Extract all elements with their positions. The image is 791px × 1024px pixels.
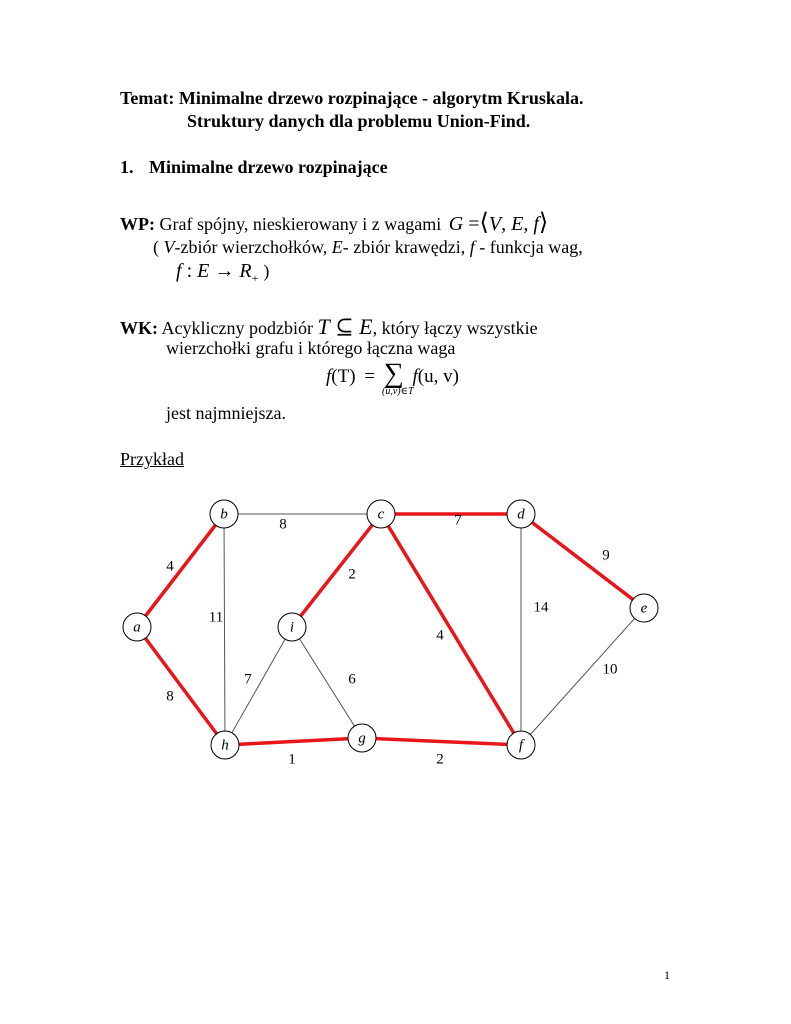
edge-weight-i-h: 7 [244, 671, 252, 688]
vertex-label-g: g [358, 730, 366, 747]
edge-e-f [521, 608, 644, 745]
wp-text: Graf spójny, nieskierowany i z wagami [159, 214, 442, 234]
edge-weight-i-g: 6 [348, 671, 356, 688]
edge-weight-a-b: 4 [166, 558, 174, 575]
sum-subscript: (u,v)∈T [382, 386, 414, 397]
sum-formula: f(T) = ∑ f(u, v) [326, 358, 459, 389]
title-line-1: Temat: Minimalne drzewo rozpinające - algorytm Kruskala. [120, 88, 584, 108]
edge-d-e [521, 514, 644, 608]
edge-a-h [137, 627, 225, 745]
vertex-label-f: f [518, 737, 524, 754]
vertex-label-h: h [221, 737, 229, 754]
wk-line-1: WK: Acykliczny podzbiór T ⊆ E, który łączy wszystkie [120, 314, 538, 339]
vertex-label-d: d [517, 506, 525, 523]
edge-i-h [225, 627, 292, 745]
edge-weight-c-d: 7 [454, 512, 462, 529]
edge-g-f [362, 738, 521, 745]
edge-b-h [224, 514, 225, 745]
section-number: 1. [120, 157, 134, 177]
vertex-label-c: c [377, 506, 385, 523]
example-label: Przykład [120, 449, 184, 469]
edge-weight-b-c: 8 [279, 516, 287, 533]
wp-formula-g: G =⟨V, E, f⟩ [448, 210, 549, 236]
edge-h-g [225, 738, 362, 745]
edge-c-f [381, 514, 521, 745]
page-number: 1 [664, 968, 670, 982]
edge-weight-h-g: 1 [288, 751, 296, 768]
edge-weight-c-f: 4 [436, 627, 444, 644]
edge-weight-e-f: 10 [602, 661, 618, 678]
edge-weight-c-i: 2 [348, 566, 356, 583]
wk-line-2: wierzchołki grafu i którego łączna waga [166, 338, 456, 358]
edge-weight-g-f: 2 [436, 751, 444, 768]
wp-label: WP: [120, 214, 155, 234]
edge-weight-b-h: 11 [208, 609, 224, 626]
edge-weight-d-e: 9 [602, 547, 610, 564]
wk-label: WK: [120, 318, 158, 338]
vertex-label-e: e [640, 600, 648, 617]
wk-line-3: jest najmniejsza. [166, 403, 286, 423]
vertex-label-b: b [220, 506, 228, 523]
section-title: Minimalne drzewo rozpinające [149, 157, 388, 177]
vertex-label-i: i [289, 619, 295, 636]
edge-c-i [292, 514, 381, 627]
sum-operator: ∑ [383, 358, 404, 389]
wp-line-3-formula: f : $E \to R_+$ ) [176, 260, 270, 285]
vertex-label-a: a [133, 619, 141, 636]
wp-line-2: ( V-zbiór wierzchołków, E- zbiór krawędzi, f - funkcja wag, [153, 237, 583, 257]
edge-weight-a-h: 8 [166, 688, 174, 705]
title-line-2: Struktury danych dla problemu Union-Find. [187, 111, 531, 131]
edge-weight-d-f: 14 [533, 599, 549, 616]
